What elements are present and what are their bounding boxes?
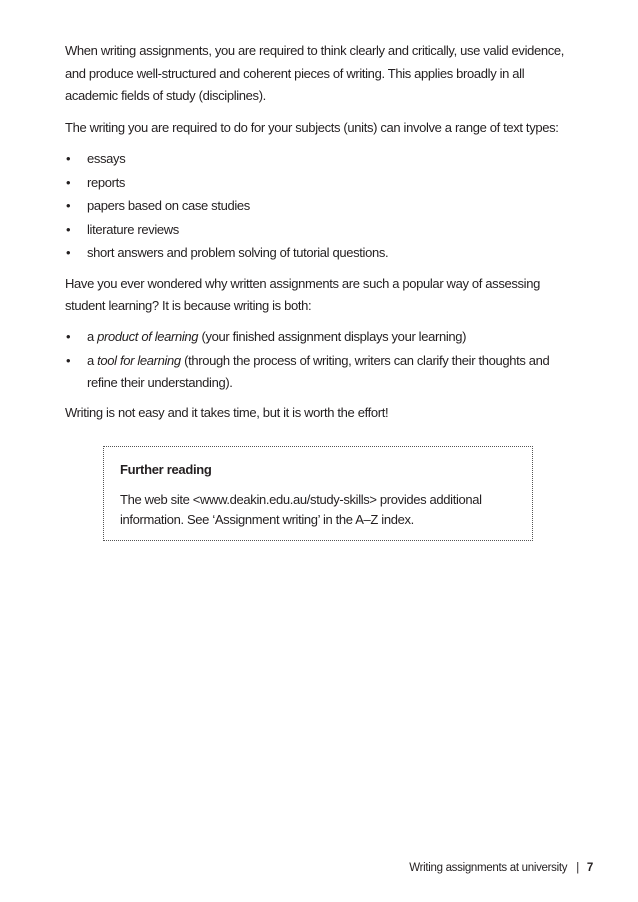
further-reading-box xyxy=(103,446,533,541)
page-number: 7 xyxy=(586,862,593,874)
page-body xyxy=(65,40,575,424)
further-reading-title: Further reading xyxy=(120,462,212,477)
list-item: • literature reviews xyxy=(65,218,575,242)
bullet-icon: • xyxy=(66,174,71,190)
intro-paragraph: When writing assignments, you are required to think clearly and critically, use valid evidence, and produce well-structured and coherent pieces of writing. This applies broadly in all academic fields of study (disciplines). xyxy=(65,43,565,103)
list-item: • reports xyxy=(65,171,575,195)
further-reading-text: The web site <www.deakin.edu.au/study-skills> provides additional information. See ‘Assignment writing’ in the A–Z index. xyxy=(120,492,482,527)
question-paragraph: Have you ever wondered why written assignments are such a popular way of assessing student learning? It is because writing is both: xyxy=(65,275,540,313)
footer-separator: | xyxy=(576,862,579,874)
bullet-icon: • xyxy=(66,198,71,213)
list-item: • papers based on case studies xyxy=(65,194,575,218)
list-item: • a product of learning (your finished assignment displays your learning) xyxy=(65,326,575,348)
learning-list xyxy=(65,326,575,394)
text-types-list xyxy=(65,147,575,265)
page-footer xyxy=(409,862,593,874)
closing-paragraph: Writing is not easy and it takes time, but it is worth the effort! xyxy=(65,404,389,420)
list-item: • essays xyxy=(65,147,575,171)
bullet-icon: • xyxy=(66,221,71,237)
emphasis-text: product of learning xyxy=(97,328,199,344)
bullet-icon: • xyxy=(66,151,71,166)
list-item: • short answers and problem solving of tutorial questions. xyxy=(65,241,575,265)
emphasis-text: tool for learning xyxy=(97,352,181,368)
text-types-intro: The writing you are required to do for your subjects (units) can involve a range of text types: xyxy=(65,119,559,135)
bullet-icon: • xyxy=(66,328,71,344)
bullet-icon: • xyxy=(66,245,71,260)
list-item: • a tool for learning (through the process of writing, writers can clarify their thoughts and refine their understanding). xyxy=(65,350,575,394)
bullet-icon: • xyxy=(66,352,71,368)
footer-title: Writing assignments at university xyxy=(409,862,568,874)
